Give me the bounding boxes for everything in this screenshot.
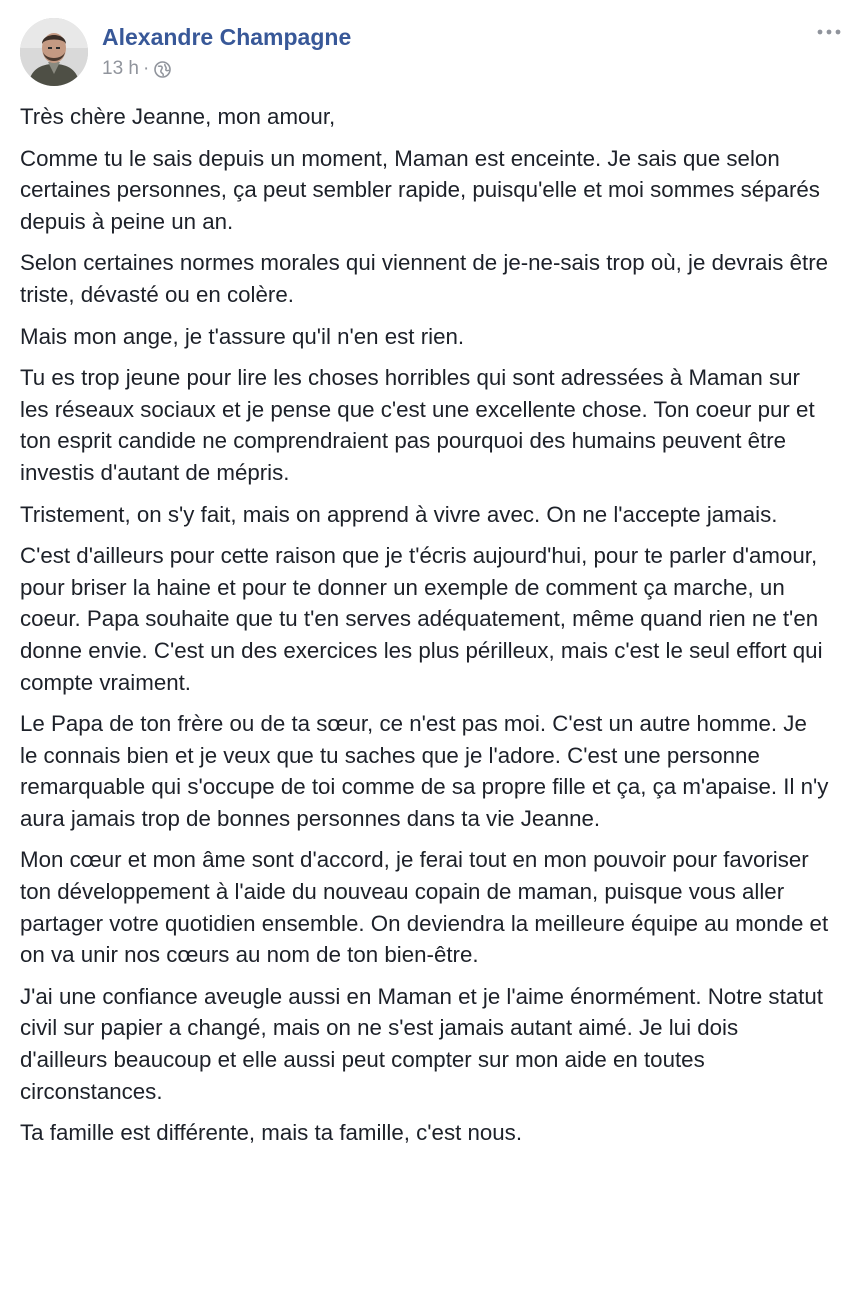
- post-header: [20, 18, 830, 88]
- post-paragraph: Comme tu le sais depuis un moment, Maman est enceinte. Je sais que selon certaines personnes, ça peut sembler rapide, puisqu'elle et moi sommes séparés depuis à peine un an.: [20, 145, 820, 234]
- post-paragraph: Le Papa de ton frère ou de ta sœur, ce n'est pas moi. C'est un autre homme. Je le connais bien et je veux que tu saches que je l'adore. C'est une personne remarquable qui s'occupe de toi comme de sa propre fille et ça, ça m'apaise. Il n'y aura jamais trop de bonnes personnes dans ta vie Jeanne.: [20, 711, 829, 831]
- post-paragraph: Tu es trop jeune pour lire les choses horribles qui sont adressées à Maman sur les réseaux sociaux et je pense que c'est une excellente chose. Ton coeur pur et ton esprit candide ne comprendraient pas pourquoi des humains peuvent être investis d'autant de mépris.: [20, 365, 815, 485]
- post-paragraph: Selon certaines normes morales qui viennent de je-ne-sais trop où, je devrais être triste, dévasté ou en colère.: [20, 250, 829, 307]
- meta-separator: ·: [142, 58, 150, 79]
- post-paragraph: J'ai une confiance aveugle aussi en Maman et je l'aime énormément. Notre statut civil sur papier a changé, mais on ne s'est jamais autant aimé. Je lui dois d'ailleurs beaucoup et elle aussi peut compter sur mon aide en toutes circonstances.: [20, 983, 823, 1104]
- author-name-link[interactable]: Alexandre Champagne: [102, 24, 352, 50]
- post-paragraph: Mais mon ange, je t'assure qu'il n'en est rien.: [20, 323, 465, 349]
- author-avatar[interactable]: [20, 18, 88, 86]
- post-paragraph: Ta famille est différente, mais ta famille, c'est nous.: [20, 1120, 523, 1146]
- globe-icon[interactable]: [154, 61, 171, 78]
- more-options-icon[interactable]: [814, 22, 844, 42]
- post-paragraph: C'est d'ailleurs pour cette raison que je t'écris aujourd'hui, pour te parler d'amour, pour briser la haine et pour te donner un exemple de comment ça marche, un coeur. Papa souhaite que tu t'en serves adéquatement, même quand rien ne t'en donne envie. C'est un des exercices les plus périlleux, mais c'est le seul effort qui compte vraiment.: [20, 543, 823, 695]
- post-timestamp[interactable]: 13 h: [102, 58, 139, 79]
- post-paragraph: Tristement, on s'y fait, mais on apprend à vivre avec. On ne l'accepte jamais.: [20, 501, 778, 527]
- post-meta: [102, 58, 171, 80]
- avatar-photo: [20, 18, 88, 86]
- post-paragraph: Mon cœur et mon âme sont d'accord, je ferai tout en mon pouvoir pour favoriser ton développement à l'aide du nouveau copain de maman, puisque vous aller partager votre quotidien ensemble. On deviendra la meilleure équipe au monde et on va unir nos cœurs au nom de ton bien-être.: [20, 847, 829, 968]
- post-body: [20, 101, 830, 1159]
- post-paragraph: Très chère Jeanne, mon amour,: [20, 104, 336, 129]
